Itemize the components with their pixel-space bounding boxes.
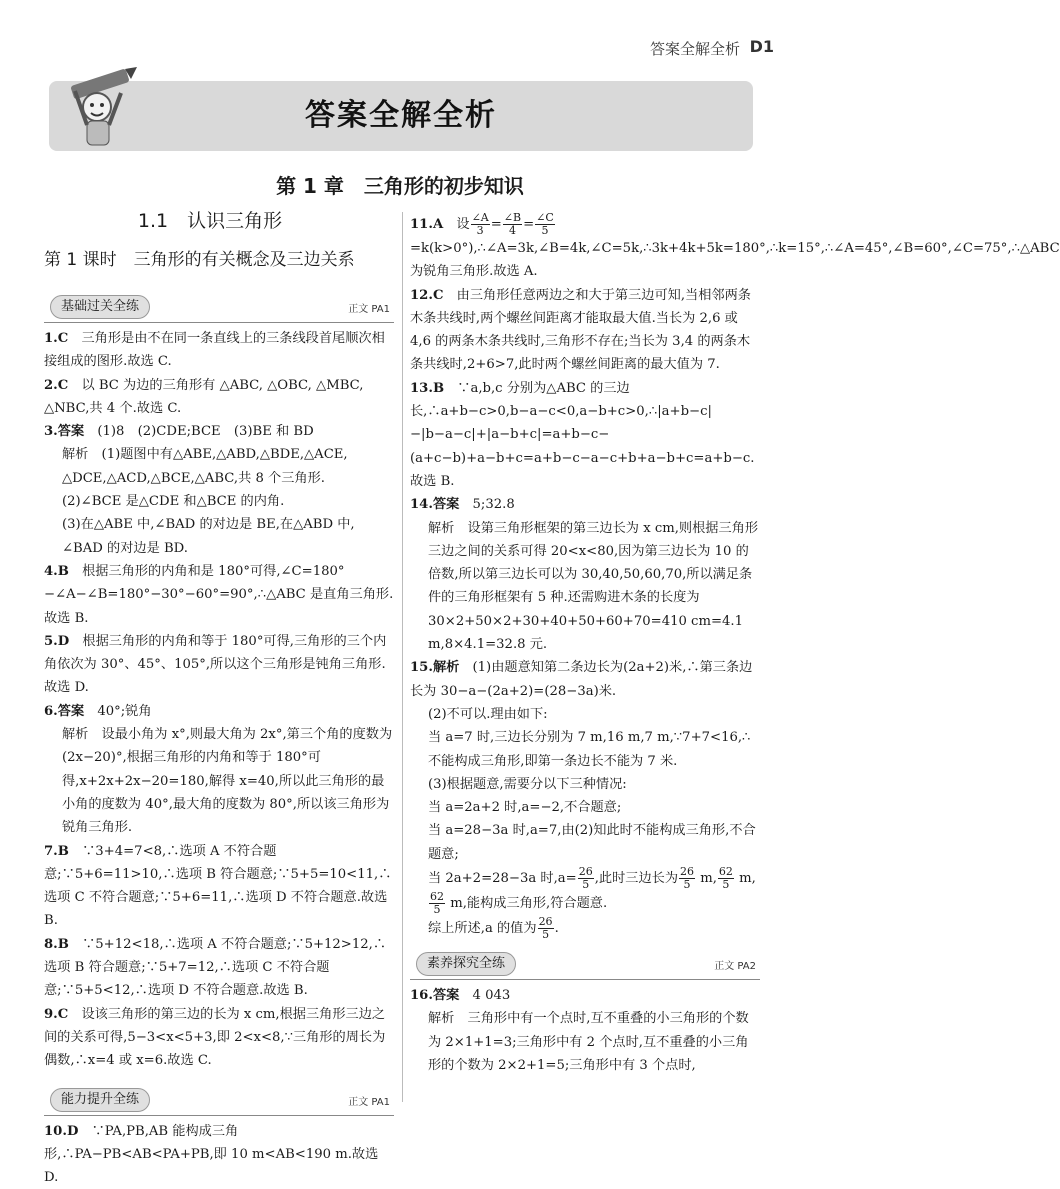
- section-tag-basic: [44, 292, 394, 323]
- lesson-title: 第 1 课时 三角形的有关概念及三边关系: [44, 245, 404, 270]
- answer-item: 14.答案 5;32.8: [410, 493, 760, 516]
- answer-item: 10.D ∵PA,PB,AB 能构成三角形,∴PA−PB<AB<PA+PB,即 10 m<AB<190 m.故选 D.: [44, 1120, 394, 1189]
- fraction: $\frac{\angle C}{5}$: [535, 212, 555, 237]
- tag-reference: 正文 PA2: [714, 955, 756, 978]
- analysis-text: 解析 三角形中有一个点时,互不重叠的小三角形的个数为 2×1+1=3;三角形中有 2 个点时,互不重叠的小三角形的个数为 2×2+1=5;三角形中有 3 个点时,: [410, 1007, 760, 1077]
- fraction: $\frac{\angle A}{3}$: [471, 212, 490, 237]
- fraction: $\frac{26}{5}$: [679, 866, 695, 891]
- answer-item: 8.B ∵5+12<18,∴选项 A 不符合题意;∵5+12>12,∴选项 B 符合题意;∵5+7=12,∴选项 C 不符合题意;∵5+5<12,∴选项 D 不符合题意.故选 B.: [44, 933, 394, 1003]
- right-column: [410, 212, 760, 1077]
- answer-item: 13.B ∵a,b,c 分别为△ABC 的三边长,∴a+b−c>0,b−a−c<0,a−b+c>0,∴|a+b−c|−|b−a−c|+|a−b+c|=a+b−c−(a+c−b)+a−b+c=a+b−c−a−c+b+a−b+c=a+b−c.故选 B.: [410, 377, 760, 493]
- running-header: 答案全解全析: [650, 38, 740, 59]
- answer-item: 3.答案 (1)8 (2)CDE;BCE (3)BE 和 BD: [44, 420, 394, 443]
- answer-item: 2.C 以 BC 为边的三角形有 △ABC, △OBC, △MBC, △NBC,共 4 个.故选 C.: [44, 374, 394, 421]
- answer-item: 1.C 三角形是由不在同一条直线上的三条线段首尾顺次相接组成的图形.故选 C.: [44, 327, 394, 374]
- analysis-text: (3)根据题意,需要分以下三种情况:: [410, 773, 760, 796]
- fraction: $\frac{26}{5}$: [538, 916, 554, 941]
- answer-item: 12.C 由三角形任意两边之和大于第三边可知,当相邻两条木条共线时,两个螺丝间距离才能取最大值.当长为 2,6 或 4,6 的两条木条共线时,三角形不存在;当长为 3,4 的两条木条共线时,2+6>7,此时两个螺丝间距离的最大值为 7.: [410, 284, 760, 377]
- page-number: D1: [750, 37, 774, 56]
- analysis-text: 解析 设最小角为 x°,则最大角为 2x°,第三个角的度数为(2x−20)°,根据三角形的内角和等于 180°可得,x+2x+2x−20=180,解得 x=40,所以此三角形的最小角的度数为 40°,最大角的度数为 80°,所以该三角形为锐角三角形.: [44, 723, 394, 839]
- section-tag-improve: [44, 1085, 394, 1116]
- fraction: $\frac{62}{5}$: [429, 891, 445, 916]
- answer-item: 16.答案 4 043: [410, 984, 760, 1007]
- analysis-text: 当 a=2a+2 时,a=−2,不合题意;: [410, 796, 760, 819]
- analysis-text: 当 a=7 时,三边长分别为 7 m,16 m,7 m,∵7+7<16,∴不能构成三角形,即第一条边长不能为 7 米.: [410, 726, 760, 773]
- analysis-text: 当 a=28−3a 时,a=7,由(2)知此时不能构成三角形,不合题意;: [410, 819, 760, 866]
- analysis-text: 当 2a+2=28−3a 时,a= $\frac{26}{5}$ ,此时三边长为 $\frac{26}{5}$ m, $\frac{62}{5}$ m, $\frac{62}{5}$ m,能构成三角形,符合题意.: [410, 866, 760, 916]
- analysis-text: (2)∠BCE 是△CDE 和△BCE 的内角.: [44, 490, 394, 513]
- answer-item: 5.D 根据三角形的内角和等于 180°可得,三角形的三个内角依次为 30°、45°、105°,所以这个三角形是钝角三角形.故选 D.: [44, 630, 394, 700]
- title-banner: [49, 81, 753, 151]
- fraction: $\frac{62}{5}$: [718, 866, 734, 891]
- answer-item: 11.A 设 $\frac{\angle A}{3}$ = $\frac{\angle B}{4}$ = $\frac{\angle C}{5}$ =k(k>0°),∴∠A=3k,∠B=4k,∠C=5k,∴3k+4k+5k=180°,∴k=15°,∴∠A=45°,∠B=60°,∠C=75°,∴△ABC 为锐角三角形.故选 A.: [410, 212, 760, 284]
- analysis-text: 解析 (1)题图中有△ABE,△ABD,△BDE,△ACE, △DCE,△ACD,△BCE,△ABC,共 8 个三角形.: [44, 443, 394, 490]
- chapter-title: 第 1 章 三角形的初步知识: [0, 170, 800, 199]
- section-title: 1.1 认识三角形: [30, 206, 390, 233]
- analysis-text: 解析 设第三角形框架的第三边长为 x cm,则根据三角形三边之间的关系可得 20<x<80,因为第三边长为 10 的倍数,所以第三边长可以为 30,40,50,60,70,所以满足条件的三角形框架有 5 种.还需购进木条的长度为 30×2+50×2+30+40+50+60+70=410 cm=4.1 m,8×4.1=32.8 元.: [410, 517, 760, 657]
- tag-label: 能力提升全练: [50, 1088, 150, 1112]
- answer-item: 4.B 根据三角形的内角和是 180°可得,∠C=180°−∠A−∠B=180°−30°−60°=90°,∴△ABC 是直角三角形.故选 B.: [44, 560, 394, 630]
- answer-item: 6.答案 40°;锐角: [44, 700, 394, 723]
- banner-title: 答案全解全析: [49, 81, 753, 151]
- answer-item: 9.C 设该三角形的第三边的长为 x cm,根据三角形三边之间的关系可得,5−3<x<5+3,即 2<x<8,∵三角形的周长为偶数,∴x=4 或 x=6.故选 C.: [44, 1003, 394, 1073]
- tag-reference: 正文 PA1: [348, 298, 390, 321]
- column-divider: [402, 212, 403, 1102]
- analysis-text: 综上所述,a 的值为 $\frac{26}{5}$ .: [410, 916, 760, 941]
- section-tag-explore: [410, 949, 760, 980]
- tag-label: 素养探究全练: [416, 952, 516, 976]
- tag-reference: 正文 PA1: [348, 1091, 390, 1114]
- left-column: [44, 290, 394, 1189]
- analysis-text: (3)在△ABE 中,∠BAD 的对边是 BE,在△ABD 中, ∠BAD 的对边是 BD.: [44, 513, 394, 560]
- analysis-text: (2)不可以.理由如下:: [410, 703, 760, 726]
- answer-item: 15.解析 (1)由题意知第二条边长为(2a+2)米,∴第三条边长为 30−a−(2a+2)=(28−3a)米.: [410, 656, 760, 703]
- fraction: $\frac{26}{5}$: [578, 866, 594, 891]
- answer-item: 7.B ∵3+4=7<8,∴选项 A 不符合题意;∵5+6=11>10,∴选项 B 符合题意;∵5+5=10<11,∴选项 C 不符合题意;∵5+6=11,∴选项 D 不符合题意.故选 B.: [44, 840, 394, 933]
- fraction: $\frac{\angle B}{4}$: [503, 212, 522, 237]
- tag-label: 基础过关全练: [50, 295, 150, 319]
